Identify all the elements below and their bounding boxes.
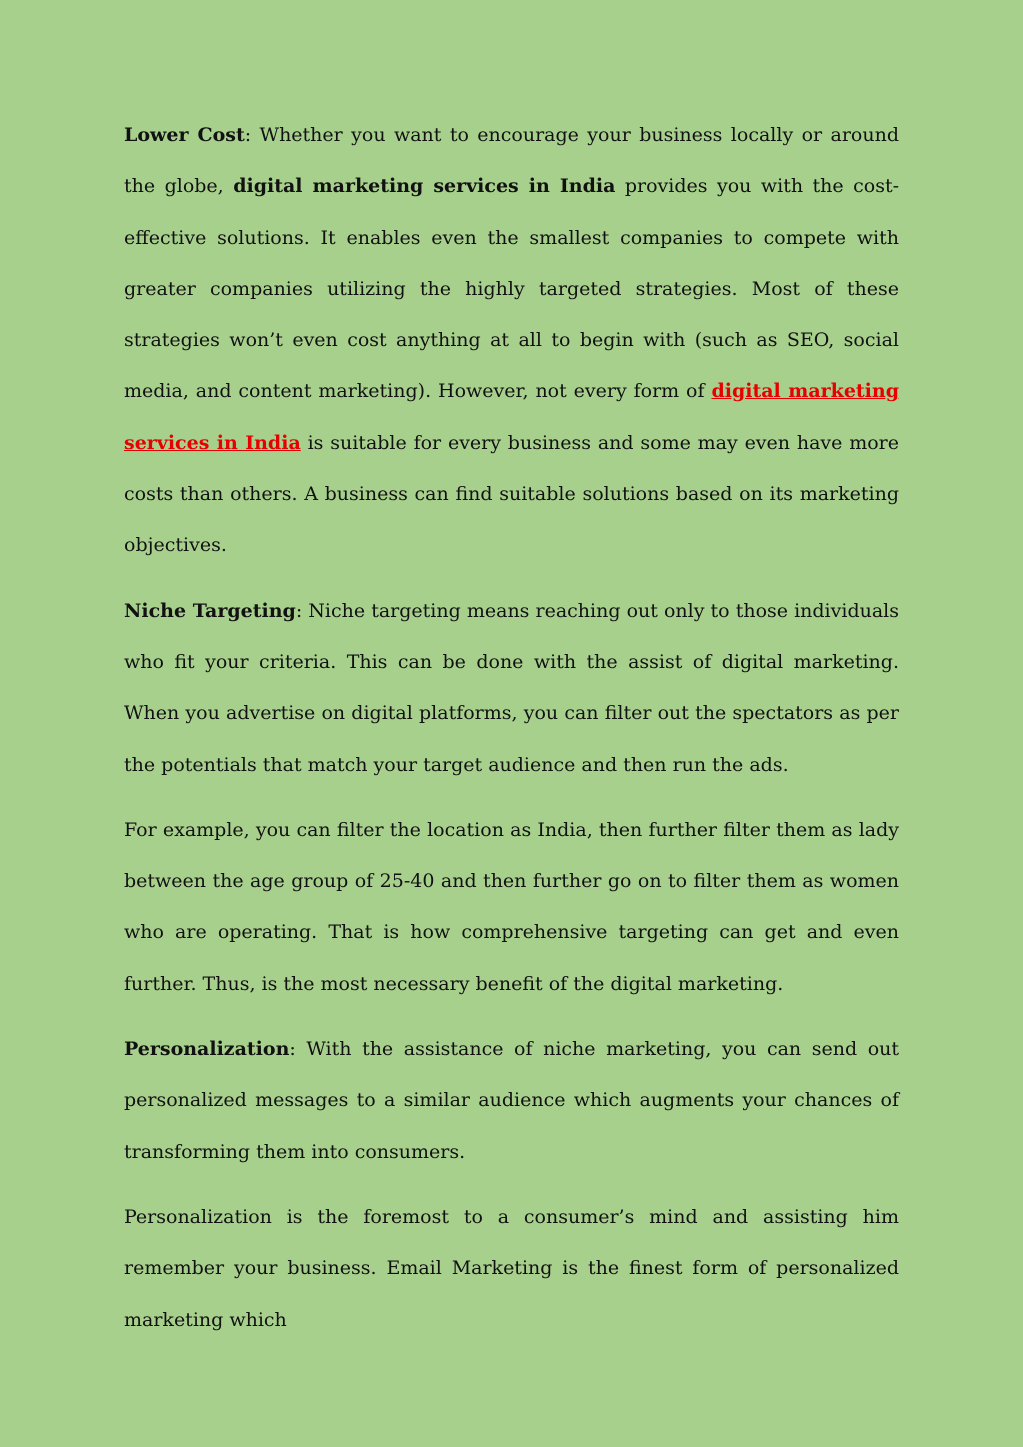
paragraph-text: For example, you can filter the location as India, then further filter them as lady between the age group of 25-40 and then further go on to filter them as women who are operating. That is how comprehensive targeting can get and even further. Thus, is the most necessary benefit of the digital marketing. xyxy=(124,818,899,995)
paragraph-text: : Niche targeting means reaching out only to those individuals who fit your criteria. This can be done with the assist of digital marketing. When you advertise on digital platforms, you can filter out the spectators as per the potentials that match your target audience and then run the ads. xyxy=(124,599,900,776)
paragraph-text: : Whether you want to encourage your business locally or around the globe, xyxy=(124,124,899,198)
term-niche-targeting: Niche Targeting xyxy=(124,599,296,622)
paragraph-niche-targeting xyxy=(124,586,899,791)
paragraph-text: is suitable for every business and some may even have more costs than others. A business can find suitable solutions based on its marketing objectives. xyxy=(124,431,899,557)
digital-marketing-link[interactable]: digital marketing services in India xyxy=(124,380,899,454)
document-page xyxy=(124,110,899,1360)
paragraph-example xyxy=(124,805,899,1010)
bold-phrase: digital marketing services in India xyxy=(233,175,616,198)
paragraph-text: Personalization is the foremost to a consumer’s mind and assisting him remember your business. Email Marketing is the finest form of personalized marketing which xyxy=(124,1205,899,1331)
paragraph-text: provides you with the cost-effective solutions. It enables even the smallest companies to compete with greater companies utilizing the highly targeted strategies. Most of these strategies won’t even cost anything at all to begin with (such as SEO, social media, and content marketing). However, not every form of xyxy=(124,175,899,403)
paragraph-personalization xyxy=(124,1024,899,1178)
paragraph-personalization-detail xyxy=(124,1192,899,1346)
paragraph-text: : With the assistance of niche marketing, you can send out personalized messages to a similar audience which augments your chances of transforming them into consumers. xyxy=(124,1038,899,1163)
term-personalization: Personalization xyxy=(124,1038,290,1061)
paragraph-lower-cost xyxy=(124,110,899,572)
term-lower-cost: Lower Cost xyxy=(124,124,245,146)
